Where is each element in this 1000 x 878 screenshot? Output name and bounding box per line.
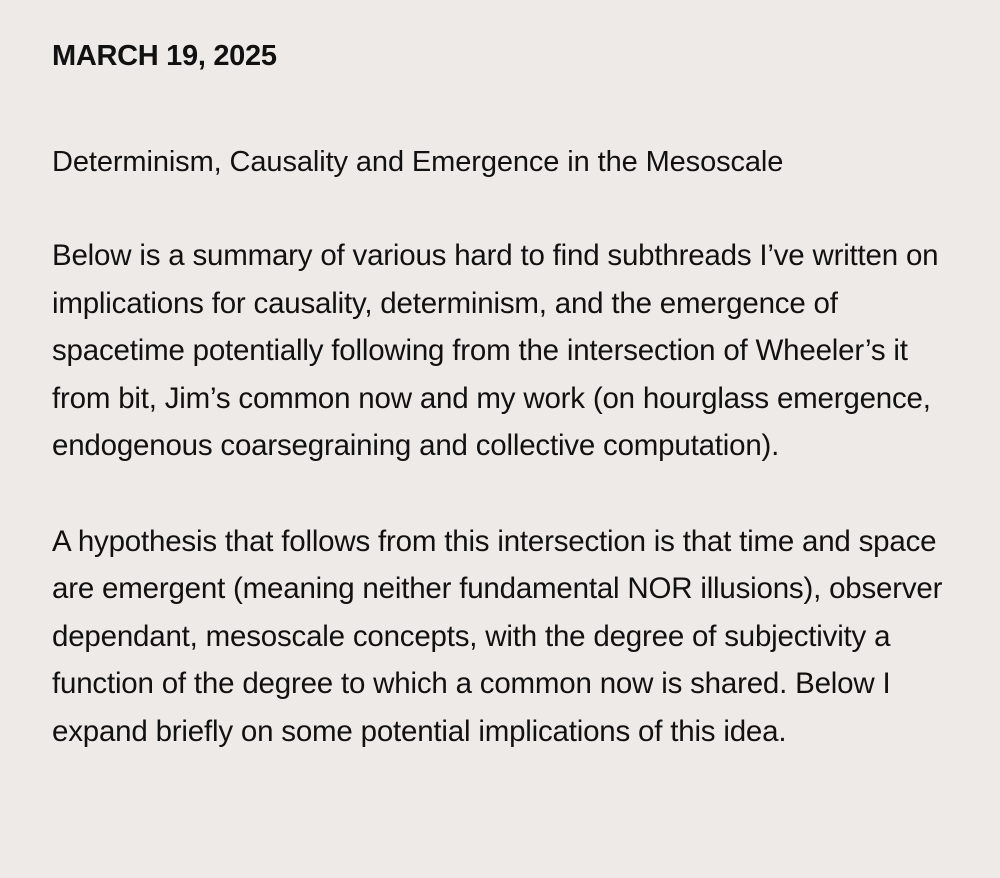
post-date: MARCH 19, 2025 — [52, 40, 277, 72]
post-title: Determinism, Causality and Emergence in the Mesoscale — [52, 146, 784, 178]
paragraph-hypothesis: A hypothesis that follows from this intersection is that time and space are emergent (meaning neither fundamental NOR illusions), observer dependant, mesoscale concepts, with the degree of subjectivity a function of the degree to which a common now is shared. Below I expand briefly on some potential implications of this idea. — [52, 524, 943, 748]
paragraph-summary: Below is a summary of various hard to find subthreads I’ve written on implications for causality, determinism, and the emergence of spacetime potentially following from the intersection of Wheeler’s it from bit, Jim’s common now and my work (on hourglass emergence, endogenous coarsegraining and collective computation). — [52, 239, 939, 462]
